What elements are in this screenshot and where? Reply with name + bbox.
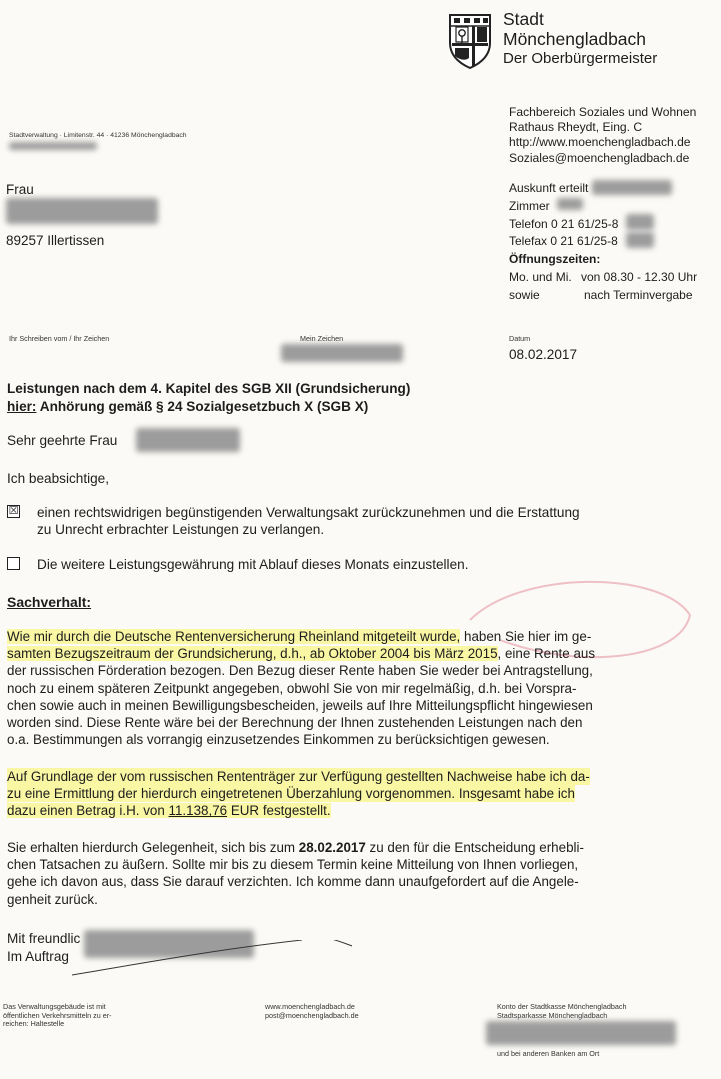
closing-line1: Mit freundlic [7,931,81,946]
department-website: http://www.moenchengladbach.de [509,135,691,150]
facts-heading: Sachverhalt: [7,594,92,610]
para3-line3: gehe ich davon aus, dass Sie darauf verzichten. Ich komme dann unaufgefordert auf die Angele- [7,874,579,890]
para1-line3: der russischen Förderation bezogen. Den Bezug dieser Rente haben Sie weder bei Antragstellung, [7,663,593,679]
department-email: Soziales@moenchengladbach.de [509,150,690,165]
signature-stroke [72,940,372,990]
para2-amount-suffix: EUR festgestellt. [227,803,331,819]
hours-title: Öffnungszeiten: [509,252,601,267]
department-block [509,105,696,166]
footer-building [3,1003,112,1029]
recipient-salutation: Frau [6,182,34,197]
your-reference-label: Ihr Schreiben vom / Ihr Zeichen [9,334,110,343]
para2-line2: zu eine Ermittlung der hierdurch eingetretenen Überzahlung vorgenommen. Insgesamt habe ich [7,786,575,802]
redacted-recipient-name [6,198,158,224]
redacted-fax [626,232,654,248]
greeting: Sehr geehrte Frau [7,433,118,448]
redacted-phone [626,214,654,230]
redacted-room [557,198,583,210]
subject-block [7,380,410,415]
para1-line2 [7,645,713,662]
contact-block [509,180,697,305]
redacted-contact-name [592,180,672,195]
date-label: Datum [509,334,531,343]
para1-line7: o.a. Bestimmungen als vorrangig einzusetzendes Einkommen zu berücksichtigen gewesen. [7,732,550,748]
contact-auskunft: Auskunft erteilt [509,181,589,195]
para2-amount: 11.138,76 [168,803,228,819]
footer-bank-2: Stadtsparkasse Mönchengladbach [497,1010,608,1020]
sender-line: Stadtverwaltung · Limitenstr. 44 · 41236 Mönchengladbach [9,132,187,139]
footer-email: post@moenchengladbach.de [265,1010,359,1020]
letter-date: 08.02.2017 [509,347,578,362]
redacted-greeting-name [136,428,240,452]
closing-block [7,930,80,966]
closing-line2: Im Auftrag [7,949,69,964]
para1-line1 [7,628,713,645]
redacted-my-reference [281,344,403,362]
subject-prefix: hier: [7,398,37,414]
contact-telefon: Telefon 0 21 61/25-8 [509,216,619,231]
department-address: Rathaus Rheydt, Eing. C [509,120,643,135]
footer-building-1: Das Verwaltungsgebäude ist mit [3,1002,106,1011]
hours-sowie: sowie [509,287,540,302]
hours-row2 [509,287,697,305]
footer-building-2: öffentlichen Verkehrsmitteln zu er- [3,1010,112,1020]
option-checkbox-unchecked [7,557,20,570]
para2-amount-prefix: dazu einen Betrag i.H. von [7,803,169,819]
calculation-paragraph [7,768,713,820]
subject-text: Anhörung gemäß § 24 Sozialgesetzbuch X (SGB X) [39,398,369,414]
para3-line1 [7,839,713,856]
redacted-bank-details [486,1021,676,1045]
footer-website: www.moenchengladbach.de [265,1002,355,1011]
footer-building-3: reichen: Haltestelle [3,1019,65,1028]
footer-bank-1: Konto der Stadtkasse Mönchengladbach [497,1002,627,1011]
contact-zimmer: Zimmer [509,198,550,213]
intro-line: Ich beabsichtige, [7,471,110,486]
para1-highlight-a: Wie mir durch die Deutsche Rentenversicherung Rheinland mitgeteilt wurde, [7,629,461,644]
hours-note: nach Terminvergabe [584,287,693,302]
contact-telefax: Telefax 0 21 61/25-8 [509,234,618,249]
option-1-line1: einen rechtswidrigen begünstigenden Verwaltungsakt zurückzunehmen und die Erstattung [37,505,580,520]
para1-line1-rest: haben Sie hier im ge- [460,629,592,644]
para3-line2: chen Tatsachen zu äußern. Sollte mir bis zu diesem Termin keine Mitteilung von Ihnen vorliegen, [7,857,579,873]
office-line: Der Oberbürgermeister [503,50,658,67]
para3-line1-a: Sie erhalten hierdurch Gelegenheit, sich bis zum [7,840,299,855]
option-1-line2: zu Unrecht erbrachter Leistungen zu verlangen. [37,522,325,538]
deadline-date: 28.02.2017 [298,840,366,855]
para1-line6: worden sind. Diese Rente wäre bei der Berechnung der Ihnen zustehenden Leistungen nach den [7,715,583,731]
para2-line1: Auf Grundlage der vom russischen Rententräger zur Verfügung gestellten Nachweise habe ich da- [7,769,590,784]
subject-line1: Leistungen nach dem 4. Kapitel des SGB XII (Grundsicherung) [7,381,411,396]
city-coat-of-arms-icon [447,11,493,69]
option-1-text [37,504,667,538]
recipient-city: 89257 Illertissen [6,233,105,248]
facts-paragraph [7,628,713,748]
city-line2: Mönchengladbach [503,28,647,49]
option-checkbox-checked: ☒ [8,505,19,517]
option-2-text: Die weitere Leistungsgewährung mit Ablauf dieses Monats einzustellen. [37,557,469,572]
hours-days: Mo. und Mi. [509,269,572,284]
para3-line4: genheit zurück. [7,891,98,907]
footer-web [265,1003,359,1020]
my-reference-label: Mein Zeichen [300,334,344,343]
deadline-paragraph [7,839,713,908]
para1-line5: chen sowie auch in meinen Bewilligungsbescheiden, jeweils auf Ihre Mitteilungspflicht hingewiesen [7,697,593,713]
city-line1: Stadt [503,9,544,29]
footer-bank-more: und bei anderen Banken am Ort [497,1049,600,1058]
department-name: Fachbereich Soziales und Wohnen [509,105,697,119]
hours-time: von 08.30 - 12.30 Uhr [581,269,698,284]
para1-highlight-b: samten Bezugszeitraum der Grundsicherung, d.h., ab Oktober 2004 bis März 2015 [7,646,498,662]
letterhead-title [503,10,657,69]
footer-bank [497,1003,626,1020]
hours-row1 [509,269,697,287]
para1-line2-rest: , eine Rente aus [497,646,596,662]
redacted-sender-ref [9,142,97,150]
para3-line1-b: zu den für die Entscheidung erhebli- [365,840,584,855]
para1-line4: noch zu einem späteren Zeitpunkt angegeben, obwohl Sie von mir regelmäßig, d.h. bei Vorspra- [7,680,577,696]
subject-line2 [7,398,410,416]
para2-line3 [7,802,713,819]
